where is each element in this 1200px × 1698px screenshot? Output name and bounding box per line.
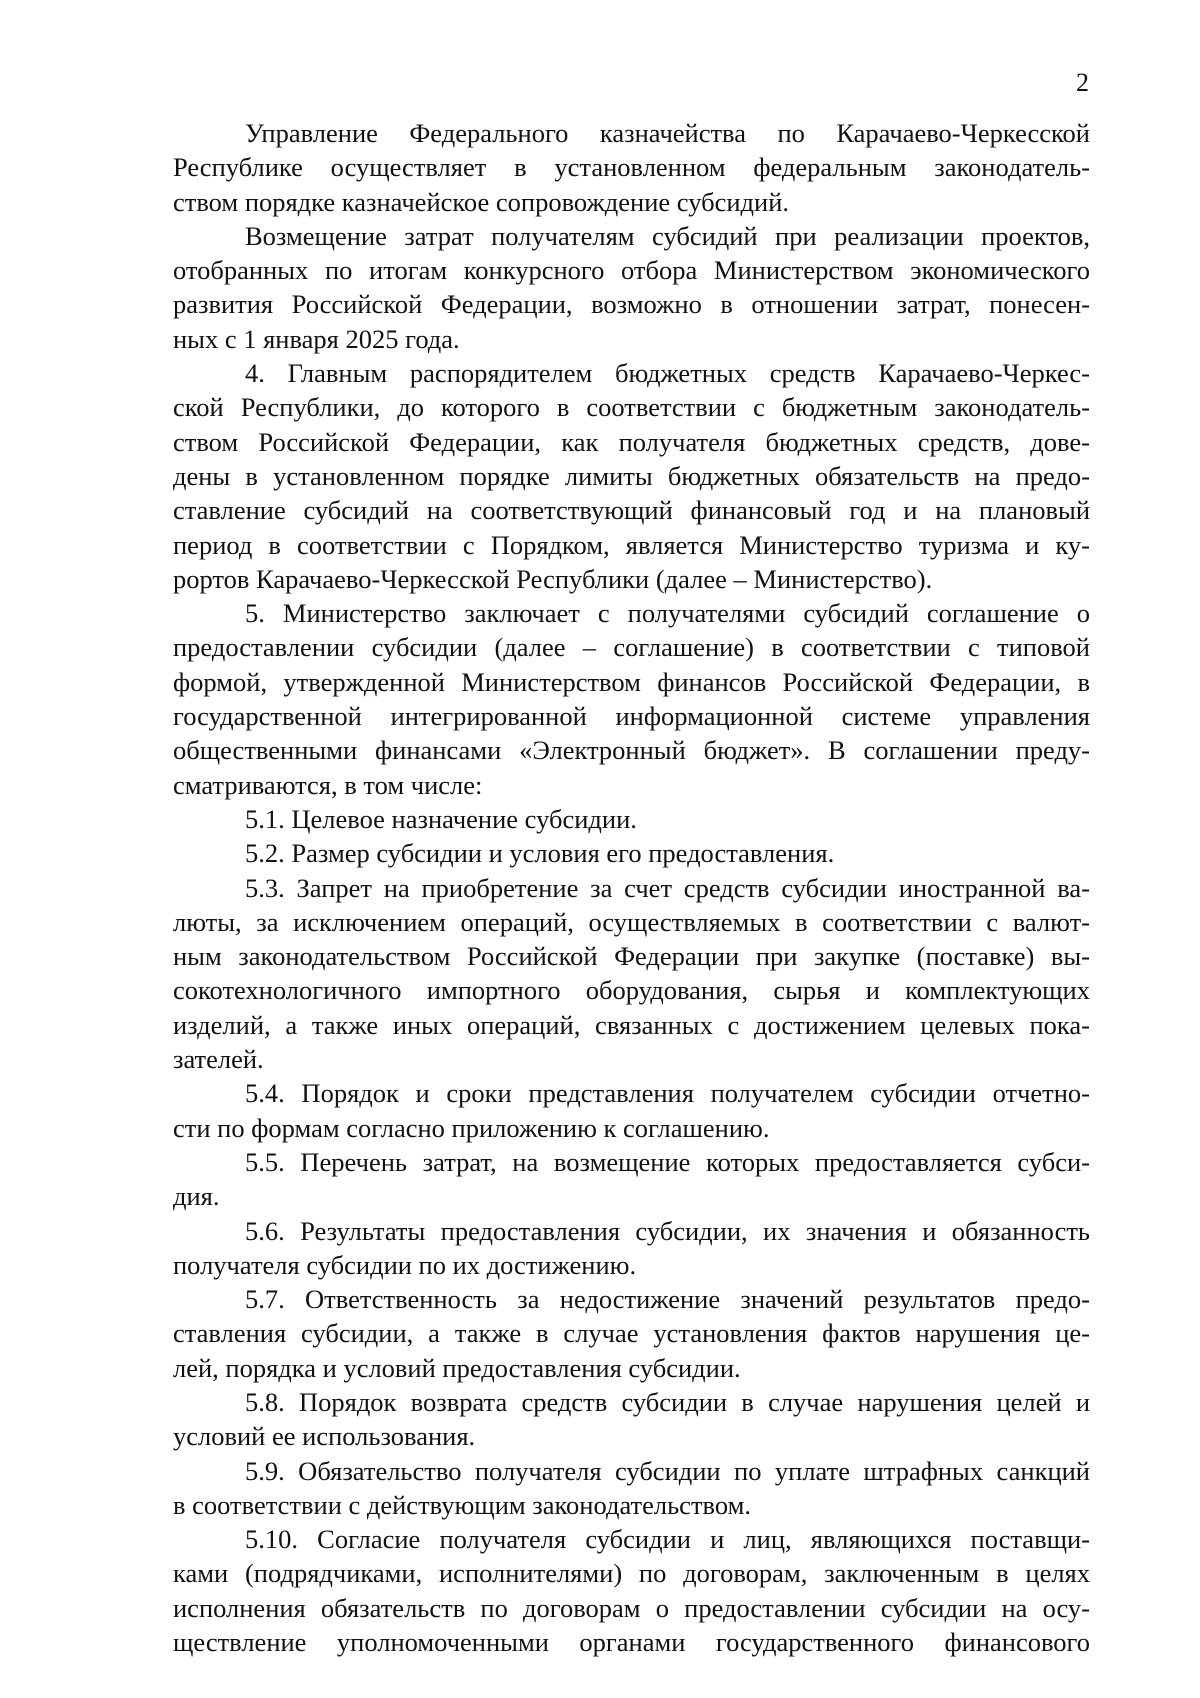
text-line: общественными финансами «Электронный бюджет». В соглашении преду- [173, 735, 1090, 766]
paragraph [173, 1385, 1090, 1454]
text-line: 5.10. Согласие получателя субсидии и лиц, являющихся поставщи- [245, 1524, 1090, 1555]
paragraph [173, 1145, 1090, 1214]
paragraph [173, 356, 1090, 596]
text-line: дия. [173, 1181, 220, 1212]
text-line: 4. Главным распорядителем бюджетных средств Карачаево-Черкес- [245, 358, 1090, 389]
text-line: сокотехнологичного импортного оборудования, сырья и комплектующих [173, 975, 1090, 1006]
text-line: период в соответствии с Порядком, является Министерство туризма и ку- [173, 529, 1090, 560]
paragraph [173, 871, 1090, 1077]
text-line: ных с 1 января 2025 года. [173, 323, 460, 354]
text-line: ками (подрядчиками, исполнителями) по договорам, заключенным в целях [173, 1558, 1090, 1589]
text-line: предоставлении субсидии (далее – соглашение) в соответствии с типовой [173, 632, 1090, 663]
paragraph [173, 1282, 1090, 1385]
text-line: развития Российской Федерации, возможно в отношении затрат, понесен- [173, 289, 1090, 320]
text-line: Возмещение затрат получателям субсидий при реализации проектов, [245, 220, 1090, 251]
text-line: ставления субсидии, а также в случае установления фактов нарушения це- [173, 1318, 1090, 1349]
paragraph [173, 1454, 1090, 1523]
paragraph [173, 596, 1090, 802]
text-line: сти по формам согласно приложению к соглашению. [173, 1112, 770, 1143]
text-line: 5.8. Порядок возврата средств субсидии в случае нарушения целей и [245, 1386, 1090, 1417]
text-line: 5.4. Порядок и сроки представления получателем субсидии отчетно- [245, 1078, 1090, 1109]
text-line: ством порядке казначейское сопровождение субсидий. [173, 186, 790, 217]
paragraph [173, 836, 1090, 870]
text-line: ществление уполномоченными органами государственного финансового [173, 1627, 1090, 1658]
text-line: ством Российской Федерации, как получателя бюджетных средств, дове- [173, 426, 1090, 457]
text-line: 5.1. Целевое назначение субсидии. [245, 803, 637, 834]
text-line: лей, порядка и условий предоставления субсидии. [173, 1352, 741, 1383]
document-body [173, 116, 1090, 1659]
text-line: отобранных по итогам конкурсного отбора Министерством экономического [173, 255, 1090, 286]
paragraph [173, 219, 1090, 356]
text-line: ставление субсидий на соответствующий финансовый год и на плановый [173, 495, 1090, 526]
text-line: Управление Федерального казначейства по Карачаево-Черкесской [245, 118, 1090, 148]
text-line: 5.9. Обязательство получателя субсидии по уплате штрафных санкций [245, 1455, 1090, 1486]
text-line: рортов Карачаево-Черкесской Республики (далее – Министерство). [173, 563, 933, 594]
text-line: дены в установленном порядке лимиты бюджетных обязательств на предо- [173, 460, 1090, 491]
paragraph [173, 1522, 1090, 1659]
paragraph [173, 1076, 1090, 1145]
text-line: 5.6. Результаты предоставления субсидии, их значения и обязанность [245, 1215, 1090, 1246]
paragraph [173, 802, 1090, 836]
text-line: ным законодательством Российской Федерации при закупке (поставке) вы- [173, 941, 1090, 972]
text-line: 5. Министерство заключает с получателями субсидий соглашение о [245, 598, 1090, 629]
text-line: получателя субсидии по их достижению. [173, 1249, 637, 1280]
text-line: государственной интегрированной информационной системе управления [173, 701, 1090, 732]
text-line: ской Республики, до которого в соответствии с бюджетным законодатель- [173, 392, 1090, 423]
text-line: исполнения обязательств по договорам о предоставлении субсидии на осу- [173, 1592, 1090, 1623]
text-line: Республике осуществляет в установленном федеральным законодатель- [173, 152, 1090, 183]
paragraph [173, 116, 1090, 219]
text-line: 5.3. Запрет на приобретение за счет средств субсидии иностранной ва- [245, 872, 1090, 903]
page-number: 2 [1076, 68, 1089, 97]
text-line: условий ее использования. [173, 1421, 476, 1452]
text-line: изделий, а также иных операций, связанных с достижением целевых пока- [173, 1009, 1090, 1040]
text-line: сматриваются, в том числе: [173, 769, 483, 800]
text-line: 5.2. Размер субсидии и условия его предоставления. [245, 838, 835, 869]
text-line: зателей. [173, 1044, 264, 1075]
text-line: в соответствии с действующим законодательством. [173, 1489, 751, 1520]
text-line: 5.7. Ответственность за недостижение значений результатов предо- [245, 1284, 1090, 1315]
text-line: люты, за исключением операций, осуществляемых в соответствии с валют- [173, 906, 1090, 937]
paragraph [173, 1214, 1090, 1283]
text-line: 5.5. Перечень затрат, на возмещение которых предоставляется субси- [245, 1146, 1090, 1177]
text-line: формой, утвержденной Министерством финансов Российской Федерации, в [173, 666, 1090, 697]
